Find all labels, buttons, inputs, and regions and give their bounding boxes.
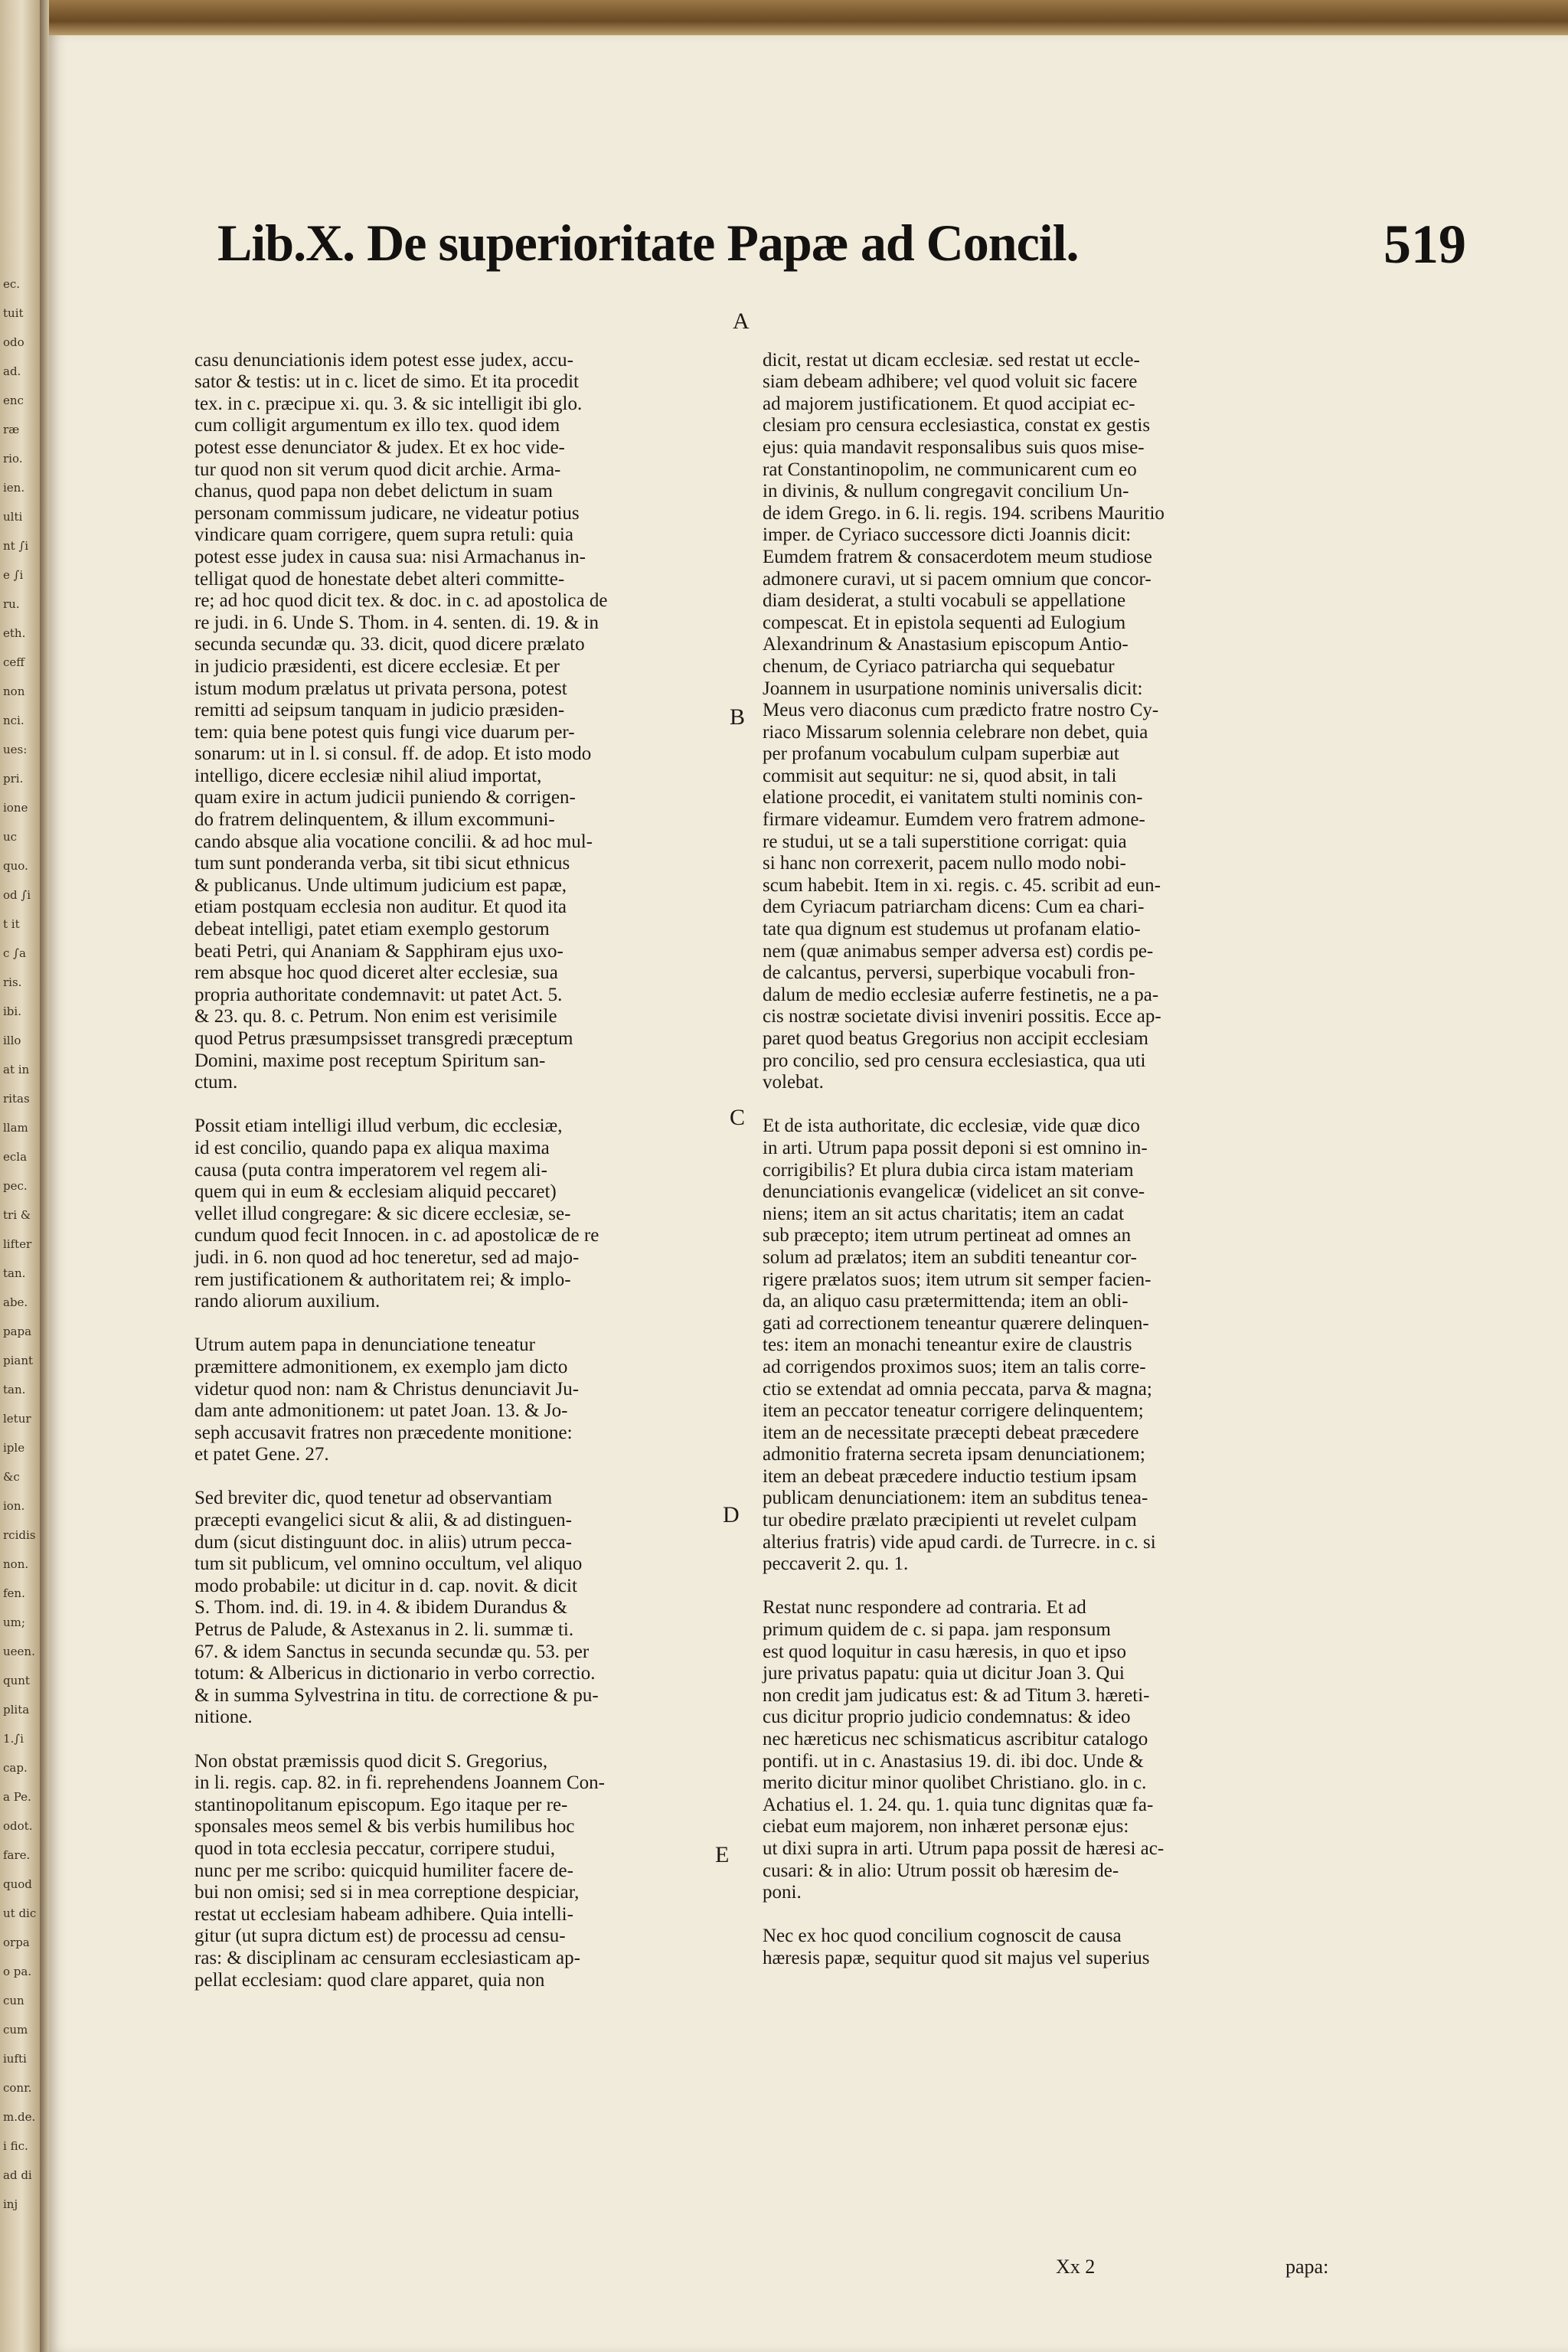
paragraph: casu denunciationis idem potest esse judex, accu- sator & testis: ut in c. licet de simo. Et ita procedit tex. in c. præcipue xi. qu. 3. & sic intelligit ibi glo. cum colligit argumentum ex illo tex. quod idem potest esse denunciator & judex. Et ex hoc vide- tur quod non sit verum quod dicit archie. Arma- chanus, quod papa non debet delictum in suam personam commissum judicare, ne videatur potius vindicare quam corrigere, quem supra retuli: quia potest esse judex in causa sua: nisi Armachanus in- telligat quod de honestate debet alteri committe- re; ad hoc quod dicit tex. & doc. in c. ad apostolica de re judi. in 6. Unde S. Thom. in 4. senten. di. 19. & in secunda secundæ qu. 33. dicit, quod dicere prælato in judicio præsidenti, est dicere ecclesiæ. Et per istum modum prælatus ut privata persona, potest remitti ad seipsum tanquam in judicio præsiden- tem: quia bene potest quis fungi vice duarum per- sonarum: ut in l. si consul. ff. de adop. Et isto modo intelligo, dicere ecclesiæ nihil aliud importat, quam exire in actum judicii puniendo & corrigen- do fratrem delinquentem, & illum excommuni- cando absque alia vocatione concilii. & ad hoc mul- tum sunt ponderanda verba, sit tibi sicut ethnicus & publicanus. Unde ultimum judicium est papæ, etiam postquam ecclesia non auditur. Et quod ita debeat intelligi, patet etiam exemplo gestorum beati Petri, qui Ananiam & Sapphiram ejus uxo- rem absque hoc quod diceret alter ecclesiæ, sua propria authoritate condemnavit: ut patet Act. 5. & 23. qu. 8. c. Petrum. Non enim est verisimile quod Petrus præsumpsisset transgredi præceptum Domini, maxime post receptum Spiritum san- ctum. xyxy=(194,349,608,1093)
facing-page-text: o pa. xyxy=(3,1965,32,1978)
facing-page-text: ione xyxy=(3,801,28,815)
section-letter-d: D xyxy=(723,1502,740,1527)
paragraph: Utrum autem papa in denunciatione teneatur præmittere admonitionem, ex exemplo jam dicto videtur quod non: nam & Christus denunciavit Ju- dam ante admonitionem: ut patet Joan. 13. & Jo- seph accusavit fratres non præcedente monitione: et patet Gene. 27. xyxy=(194,1334,580,1465)
facing-page-text: cum xyxy=(3,2023,28,2037)
facing-page-text: quo. xyxy=(3,859,28,873)
section-letter-c: C xyxy=(730,1105,746,1130)
facing-page-text: ibi. xyxy=(3,1004,21,1018)
paragraph: Restat nunc respondere ad contraria. Et ad primum quidem de c. si papa. jam responsum est quod loquitur in casu hæresis, in quo et ipso jure privatus papatu: quia ut dicitur Joan 3. Qui non credit jam judicatus est: & ad Titum 3. hæreti- cus dicitur proprio judicio condemnatus: & ideo nec hæreticus nec schismaticus ascribitur catalogo pontifi. ut in c. Anastasius 19. di. ibi doc. Unde & merito dicitur minor quolibet Christiano. glo. in c. Achatius el. 1. 24. qu. 1. quia tunc dignitas quæ fa- ciebat eum majorem, non inhæret personæ ejus: ut dixi supra in arti. Utrum papa possit de hæresi ac- cusari: & in alio: Utrum possit ob hæresim de- poni. xyxy=(763,1597,1165,1903)
paragraph: Et de ista authoritate, dic ecclesiæ, vide quæ dico in arti. Utrum papa possit deponi si est omnino in- corrigibilis? Et plura dubia circa istam materiam denunciationis evangelicæ (videlicet an sit conve- niens; item an sit actus charitatis; item an cadat sub præcepto; item utrum pertineat ad omnes an solum ad prælatos; item an subditi teneantur cor- rigere prælatos suos; item utrum sit semper facien- da, an aliquo casu prætermittenda; item an obli- gati ad correctionem teneantur quærere delinquen- tes: item an monachi teneantur exire de claustris ad corrigendos proximos suos; item an talis corre- ctio se extendat ad omnia peccata, parva & magna; item an peccator teneatur corrigere delinquentem; item an de necessitate præcepti debeat præcedere admonitio fraterna secreta ipsam denunciationem; item an debeat præcedere inductio testium ipsam publicam denunciationem: item an subditus tenea- tur obedire prælato præcipienti ut revelet culpam alterius fratris) vide apud cardi. de Turrecre. in c. si peccaverit 2. qu. 1. xyxy=(763,1116,1156,1575)
facing-page-text: e ∫i xyxy=(3,568,24,582)
facing-page-text: orpa xyxy=(3,1936,30,1949)
facing-page-text: pri. xyxy=(3,772,24,786)
facing-page-text: quod xyxy=(3,1877,32,1891)
facing-page-text: letur xyxy=(3,1412,31,1426)
facing-page-text: papa xyxy=(3,1325,32,1338)
facing-page-text: nci. xyxy=(3,714,24,727)
facing-page-text: enc xyxy=(3,394,24,407)
facing-page-text: iple xyxy=(3,1441,25,1455)
facing-page-text: tan. xyxy=(3,1266,26,1280)
facing-page-text: um; xyxy=(3,1615,25,1629)
facing-page-text: m.de. xyxy=(3,2110,36,2124)
right-column xyxy=(763,328,1335,1991)
facing-page-text: ad. xyxy=(3,364,21,378)
facing-page-text: illo xyxy=(3,1034,21,1047)
facing-page-text: tan. xyxy=(3,1383,26,1396)
facing-page-text: ion. xyxy=(3,1499,25,1513)
facing-page-text: ru. xyxy=(3,597,20,611)
facing-page-text: ues: xyxy=(3,743,28,756)
catchword: papa: xyxy=(1285,2256,1329,2278)
facing-page-text: od ∫i xyxy=(3,888,31,902)
running-head xyxy=(217,213,1466,275)
facing-page-text: ulti xyxy=(3,510,23,524)
section-letter-b: B xyxy=(730,704,746,730)
paragraph: Nec ex hoc quod concilium cognoscit de causa hæresis papæ, sequitur quod sit majus vel superius xyxy=(763,1926,1150,1968)
left-column xyxy=(194,328,770,2014)
section-letter-a: A xyxy=(733,309,750,334)
facing-page-text: ceff xyxy=(3,655,24,669)
signature-mark: Xx 2 xyxy=(1056,2256,1096,2278)
facing-page-text: a Pe. xyxy=(3,1790,31,1804)
book-gutter xyxy=(40,0,49,2352)
facing-page-text: c ∫a xyxy=(3,946,26,960)
book-top-edge xyxy=(0,0,1568,35)
facing-page-text: llam xyxy=(3,1121,28,1135)
facing-page-text: iufti xyxy=(3,2052,27,2066)
facing-page-text: odot. xyxy=(3,1819,33,1833)
facing-page-text: t it xyxy=(3,917,20,931)
facing-page-text: tuit xyxy=(3,306,24,320)
facing-page-text: non. xyxy=(3,1557,29,1571)
page-number: 519 xyxy=(1383,214,1466,275)
paragraph: Sed breviter dic, quod tenetur ad observantiam præcepti evangelici sicut & alii, & ad distinguen- dum (sicut distinguunt doc. in aliis) utrum pecca- tum sit publicum, vel omnino occultum, vel aliquo modo probabile: ut dicitur in d. cap. novit. & dicit S. Thom. ind. di. 19. in 4. & ibidem Durandus & Petrus de Palude, & Astexanus in 2. li. summæ ti. 67. & idem Sanctus in secunda secundæ qu. 53. per totum: & Albericus in dictionario in verbo correctio. & in summa Sylvestrina in titu. de correctione & pu- nitione. xyxy=(194,1488,599,1728)
facing-page-text: ritas xyxy=(3,1092,30,1106)
facing-page-text: fen. xyxy=(3,1586,25,1600)
facing-page-text: nt ∫i xyxy=(3,539,29,553)
facing-page-text: odo xyxy=(3,335,24,349)
facing-page-text: tri & xyxy=(3,1208,31,1222)
facing-page-text: non xyxy=(3,684,25,698)
facing-page-text: ad di xyxy=(3,2168,32,2182)
book-page xyxy=(49,35,1568,2352)
facing-page-text: cun xyxy=(3,1994,24,2007)
paragraph: dicit, restat ut dicam ecclesiæ. sed restat ut eccle- siam debeam adhibere; vel quod voluit sic facere ad majorem justificationem. Et quod accipiat ec- clesiam pro censura ecclesiastica, constat ex gestis ejus: quia mandavit responsalibus suis quos mise- rat Constantinopolim, ne communicarent cum eo in divinis, & nullum congregavit concilium Un- de idem Grego. in 6. li. regis. 194. scribens Mauritio imper. de Cyriaco successore dicti Joannis dicit: Eumdem fratrem & consacerdotem meum studiose admonere curavi, ut si pacem omnium que concor- diam desiderat, a stulti vocabuli se appellatione compescat. Et in epistola sequenti ad Eulogium Alexandrinum & Anastasium episcopum Antio- chenum, de Cyriaco patriarcha qui sequebatur Joannem in usurpatione nominis universalis dicit: Meus vero diaconus cum prædicto fratre nostro Cy- riaco Missarum solennia celebrare non debet, quia per profanum vocabulum culpam superbiæ aut commisit aut sequitur: ne si, quod absit, in tali elatione procedit, ei vanitatem stulti nominis con- firmare videamur. Eumdem vero fratrem admone- re studui, ut se a tali superstitione corrigat: quia si hanc non correxerit, pacem nullo modo nobi- scum habebit. Item in xi. regis. c. 45. scribit ad eun- dem Cyriacum patriarcham dicens: Cum ea chari- tate qua dignum est studemus ut profanam elatio- nem (quæ animabus semper adversa est) cordis pe- de calcantus, perversi, superbique vocabuli fron- dalum de medio ecclesiæ auferre festinetis, ne a pa- cis nostræ societate divisi inveniri possitis. Ecce ap- paret quod beatus Gregorius non accipit ecclesiam pro concilio, sed pro censura ecclesiastica, qua uti volebat. xyxy=(763,349,1165,1093)
facing-page-text: qunt xyxy=(3,1674,30,1687)
facing-page-text: inj xyxy=(3,2197,18,2211)
facing-page-text: ut dic xyxy=(3,1906,37,1920)
facing-page-margin xyxy=(0,0,40,2352)
facing-page-text: abe. xyxy=(3,1295,28,1309)
facing-page-text: fare. xyxy=(3,1848,31,1862)
facing-page-text: uc xyxy=(3,830,18,844)
facing-page-text: conr. xyxy=(3,2081,32,2095)
paragraph: Possit etiam intelligi illud verbum, dic ecclesiæ, id est concilio, quando papa ex aliqua maxima causa (puta contra imperatorem vel regem ali- quem qui in eum & ecclesiam aliquid peccaret) vellet illud congregare: & sic dicere ecclesiæ, se- cundum quod fecit Innocen. in c. ad apostolicæ de re judi. in 6. non quod ad hoc teneretur, sed ad majo- rem justificationem & authoritatem rei; & implo- rando aliorum auxilium. xyxy=(194,1116,599,1312)
facing-page-text: &c xyxy=(3,1470,20,1484)
facing-page-text: ueen. xyxy=(3,1645,35,1658)
facing-page-text: rio. xyxy=(3,452,23,466)
facing-page-text: ris. xyxy=(3,975,22,989)
paragraph: Non obstat præmissis quod dicit S. Gregorius, in li. regis. cap. 82. in fi. reprehendens Joannem Con- stantinopolitanum episcopum. Ego itaque per re- sponsales meos semel & bis verbis humilibus hoc quod in tota ecclesia peccatur, corripere studui, nunc per me scribo: quicquid humiliter facere de- bui non omisi; sed si in mea correptione despiciar, restat ut ecclesiam habeam adhibere. Quia intelli- gitur (ut supra dictum est) de processu ad censu- ras: & disciplinam ac censuram ecclesiasticam ap- pellat ecclesiam: quod clare apparet, quia non xyxy=(194,1750,605,1991)
facing-page-text: plita xyxy=(3,1703,30,1717)
facing-page-text: piant xyxy=(3,1354,34,1367)
facing-page-text: at in xyxy=(3,1063,30,1076)
facing-page-text: ecla xyxy=(3,1150,28,1164)
facing-page-text: i fic. xyxy=(3,2139,28,2153)
facing-page-text: cap. xyxy=(3,1761,28,1775)
facing-page-text: ien. xyxy=(3,481,25,495)
facing-page-text: lifter xyxy=(3,1237,32,1251)
facing-page-text: eth. xyxy=(3,626,26,640)
facing-page-text: ec. xyxy=(3,277,21,291)
page-title: Lib.X. De superioritate Papæ ad Concil. xyxy=(217,214,1079,272)
section-letter-e: E xyxy=(715,1842,730,1867)
facing-page-text: 1.∫i xyxy=(3,1732,24,1746)
facing-page-text: rcidis xyxy=(3,1528,36,1542)
facing-page-text: pec. xyxy=(3,1179,28,1193)
facing-page-text: ræ xyxy=(3,423,20,436)
